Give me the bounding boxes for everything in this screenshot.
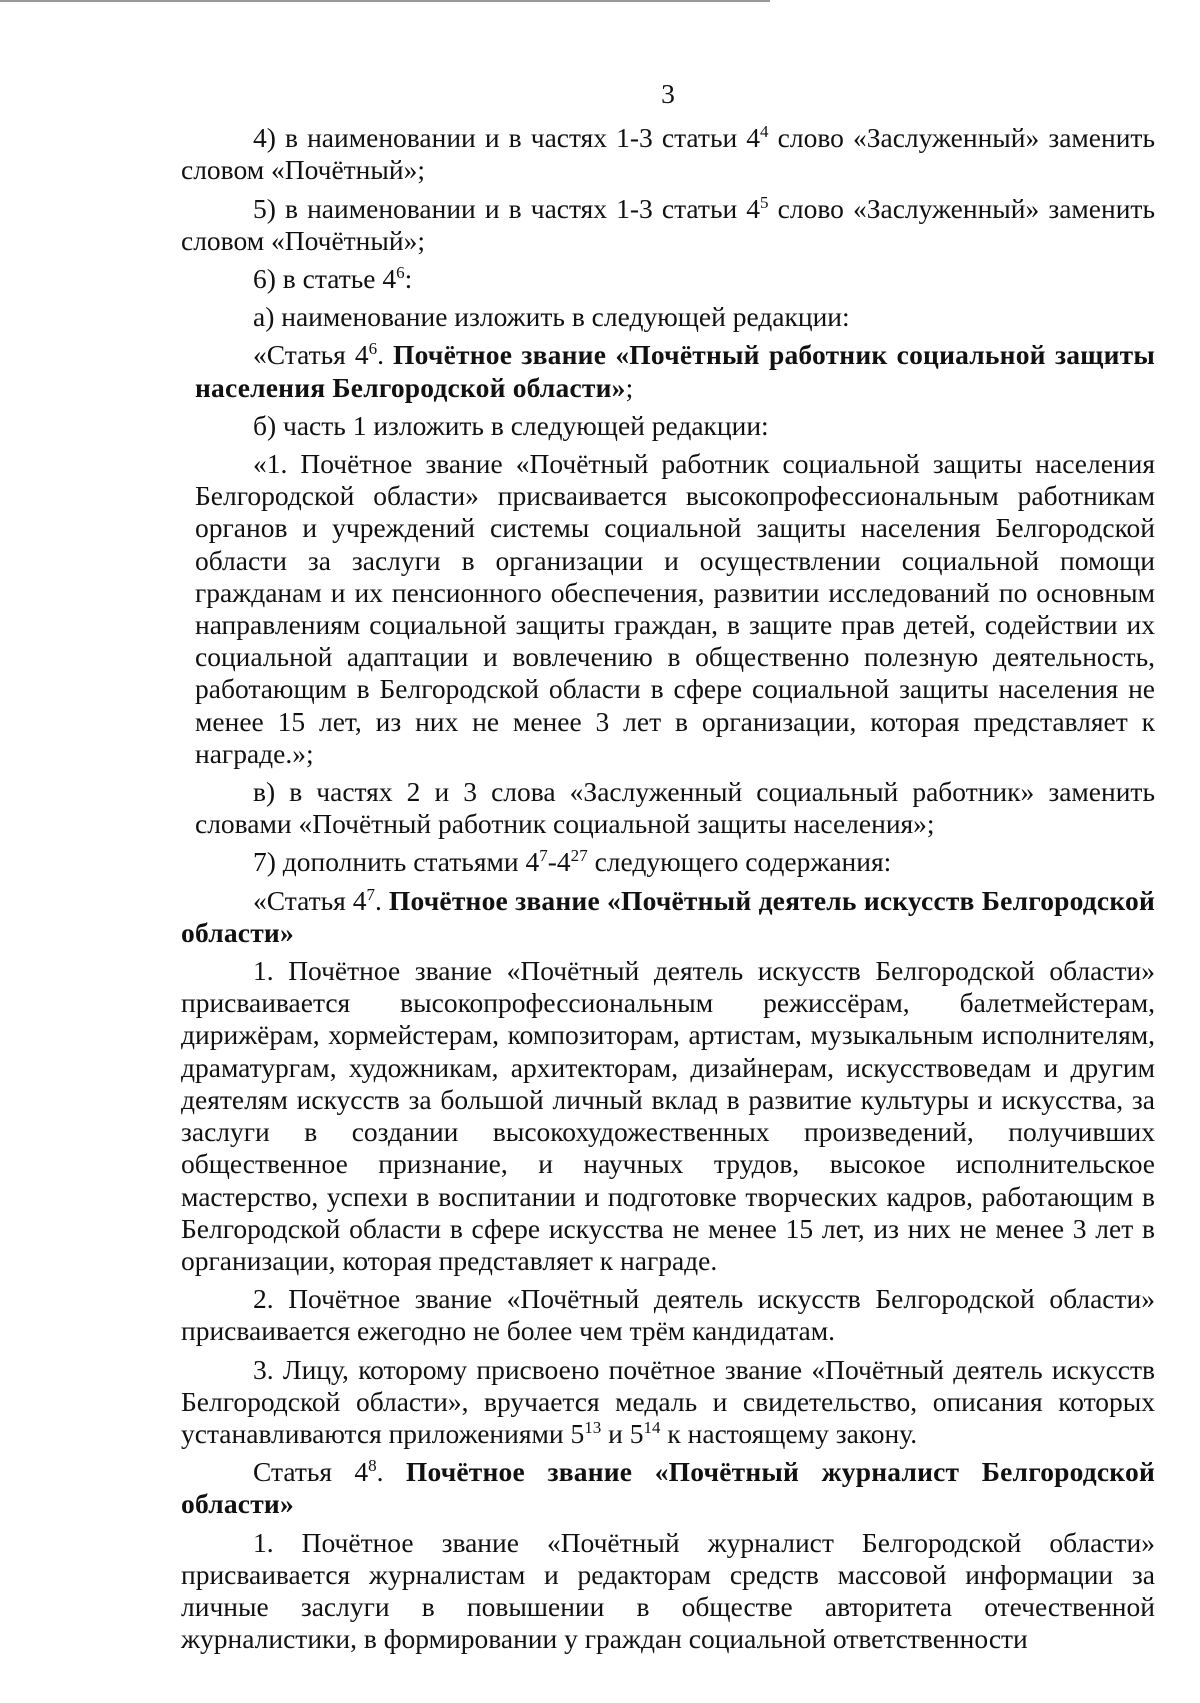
paragraph-item-5: 5) в наименовании и в частях 1-3 статьи $4^5$ слово «Заслуженный» заменить словом «Почётный»; bbox=[181, 192, 1155, 256]
paragraph-article-4-6-part-1: «1. Почётное звание «Почётный работник социальной защиты населения Белгородской области» присваивается высокопрофессиональным работникам органов и учреждений системы социальной защиты населения Белгородской области за заслуги в организации и осуществлении социальной помощи гражданам и их пенсионного обеспечения, развитии исследований по основным направлениям социальной защиты граждан, в защите прав детей, содействии их социальной адаптации и вовлечению в общественно полезную деятельность, работающим в Белгородской области в сфере социальной защиты населения не менее 15 лет, из них не менее 3 лет в организации, которая представляет к награде.»; bbox=[195, 448, 1155, 769]
paragraph-subitem-v: в) в частях 2 и 3 слова «Заслуженный социальный работник» заменить словами «Почётный работник социальной защиты населения»; bbox=[195, 776, 1155, 840]
document-page bbox=[181, 78, 1155, 1655]
paragraph-item-7: 7) дополнить статьями $4^7-4^{27}$ следующего содержания: bbox=[253, 846, 892, 878]
paragraph-subitem-b: б) часть 1 изложить в следующей редакции: bbox=[253, 409, 769, 441]
article-heading-4-7: Почётное звание «Почётный деятель искусств Белгородской области» bbox=[181, 884, 1155, 948]
paragraph-article-4-7-title: «Статья $4^7$. Почётное звание «Почётный деятель искусств Белгородской области» bbox=[181, 884, 1155, 948]
paragraph-item-4: 4) в наименовании и в частях 1-3 статьи $4^4$ слово «Заслуженный» заменить словом «Почётный»; bbox=[181, 122, 1155, 186]
scan-edge-line bbox=[0, 0, 770, 2]
paragraph-article-4-8-part-1: 1. Почётное звание «Почётный журналист Белгородской области» присваивается журналистам и редакторам средств массовой информации за личные заслуги в повышении в обществе авторитета отечественной журналистики, в формировании у граждан социальной ответственности bbox=[181, 1526, 1155, 1655]
paragraph-subitem-a: а) наименование изложить в следующей редакции: bbox=[253, 301, 850, 333]
paragraph-article-4-7-part-3: 3. Лицу, которому присвоено почётное звание «Почётный деятель искусств Белгородской области», вручается медаль и свидетельство, описания которых устанавливаются приложениями $5^{13}$ и $5^{14}$ к настоящему закону. bbox=[181, 1353, 1155, 1449]
paragraph-item-6: 6) в статье $4^6$: bbox=[253, 262, 413, 295]
paragraph-article-4-8-title: Статья $4^8$. Почётное звание «Почётный журналист Белгородской области» bbox=[181, 1455, 1155, 1520]
paragraph-article-4-6-title: «Статья $4^6$. Почётное звание «Почётный работник социальной защиты населения Белгородской области»; bbox=[195, 339, 1156, 403]
paragraph-article-4-7-part-2: 2. Почётное звание «Почётный деятель искусств Белгородской области» присваивается ежегодно не более чем трём кандидатам. bbox=[181, 1283, 1155, 1347]
article-heading-4-8: Почётное звание «Почётный журналист Белгородской области» bbox=[181, 1456, 1155, 1520]
page-number: 3 bbox=[661, 78, 675, 109]
article-heading-4-6: Почётное звание «Почётный работник социальной защиты населения Белгородской области» bbox=[195, 339, 1156, 403]
paragraph-article-4-7-part-1: 1. Почётное звание «Почётный деятель искусств Белгородской области» присваивается высокопрофессиональным режиссёрам, балетмейстерам, дирижёрам, хормейстерам, композиторам, артистам, музыкальным исполнителям, драматургам, художникам, архитекторам, дизайнерам, искусствоведам и другим деятелям искусств за большой личный вклад в развитие культуры и искусства, за заслуги в создании высокохудожественных произведений, получивших общественное признание, и научных трудов, высокое исполнительское мастерство, успехи в воспитании и подготовке творческих кадров, работающим в Белгородской области в сфере искусства не менее 15 лет, из них не менее 3 лет в организации, которая представляет к награде. bbox=[181, 955, 1155, 1276]
